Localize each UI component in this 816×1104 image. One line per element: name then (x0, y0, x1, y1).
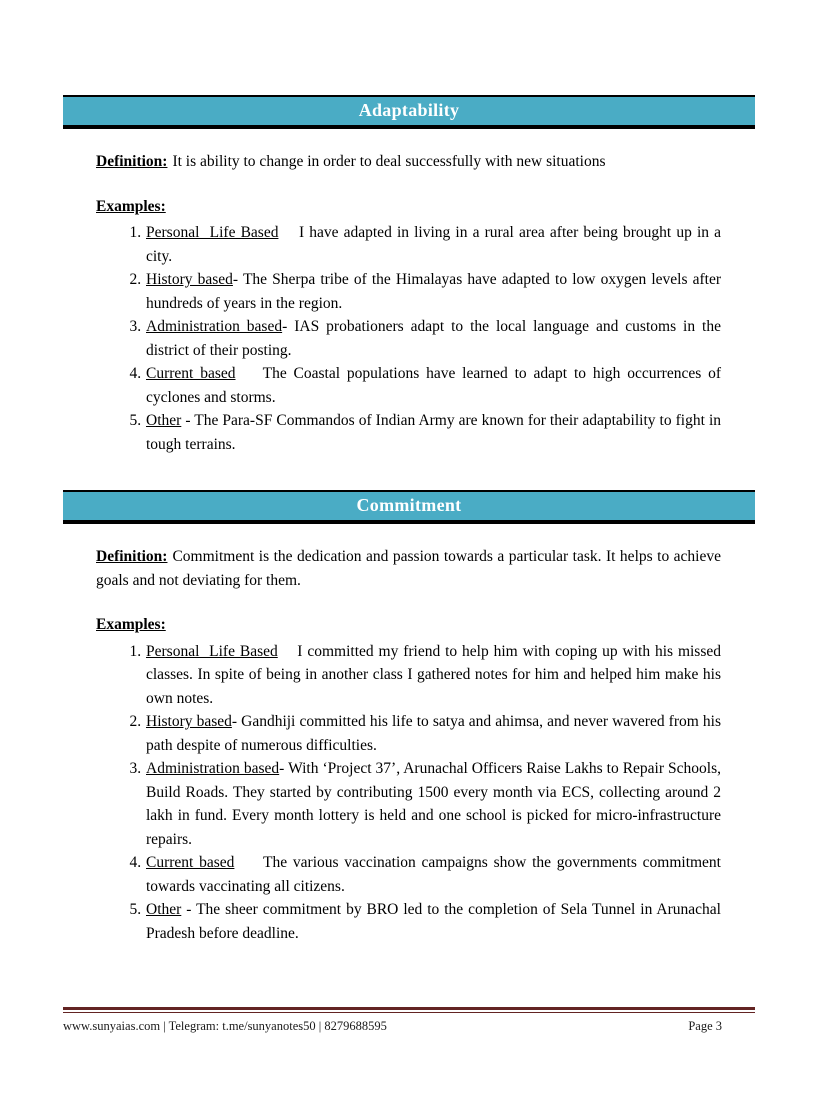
examples-heading: Examples: (96, 197, 166, 215)
example-item-3 (145, 757, 721, 851)
example-item-4 (145, 362, 721, 409)
example-item-3 (145, 315, 721, 362)
example-label: History based (146, 271, 233, 288)
example-item-2 (145, 268, 721, 315)
section-body-adaptability (96, 150, 721, 456)
definition-text: It is ability to change in order to deal successfully with new situations (172, 153, 606, 170)
definition-text: Commitment is the dedication and passion towards a particular task. It helps to achieve goals and not deviating for them. (96, 548, 721, 589)
example-label: Other (146, 901, 182, 918)
example-item-2 (145, 710, 721, 757)
example-label: History based (146, 713, 232, 730)
example-separator: - (232, 271, 243, 288)
examples-heading: Examples: (96, 616, 166, 633)
example-separator (278, 643, 298, 660)
footer-text-row (63, 1019, 755, 1034)
example-label: Current based (146, 854, 235, 871)
example-text: The various vaccination campaigns show the governments commitment towards vaccinating all citizens. (146, 854, 721, 895)
example-separator: - (282, 318, 295, 335)
example-item-1 (145, 640, 721, 711)
definition-label: Definition: (96, 548, 168, 565)
example-item-4 (145, 851, 721, 898)
footer-page-number: Page 3 (688, 1019, 722, 1033)
section-header-commitment (63, 490, 755, 524)
example-list (96, 640, 721, 946)
example-separator: - (279, 760, 289, 777)
definition-paragraph (96, 545, 721, 592)
page-footer (63, 1007, 755, 1034)
example-label: Personal Life Based (146, 642, 278, 660)
example-separator: - (181, 901, 197, 918)
example-text: With ‘Project 37’, Arunachal Officers Raise Lakhs to Repair Schools, Build Roads. They started by contributing 1500 every month via ECS, collecting around 2 lakh in fund. Every month lottery is held and one school is picked for micro-infrastructure repairs. (146, 760, 721, 848)
example-label: Personal Life Based (146, 224, 279, 241)
section-header-adaptability (63, 95, 755, 129)
example-item-1 (145, 221, 721, 268)
example-item-5 (145, 898, 721, 945)
example-label: Administration based (146, 318, 283, 335)
example-separator (278, 224, 299, 241)
definition-label: Definition: (96, 153, 168, 170)
example-separator (236, 365, 263, 382)
example-separator (234, 854, 263, 871)
section-title: Commitment (356, 495, 462, 515)
example-separator: - (181, 412, 195, 429)
section-body-commitment (96, 545, 721, 945)
footer-rule (63, 1007, 755, 1013)
example-text: I have adapted in living in a rural area after being brought up in a city. (146, 224, 721, 265)
example-text: The sheer commitment by BRO led to the completion of Sela Tunnel in Arunachal Pradesh before deadline. (146, 901, 721, 942)
example-list (96, 221, 721, 456)
example-label: Current based (146, 365, 236, 382)
example-label: Other (146, 412, 182, 429)
example-text: The Para-SF Commandos of Indian Army are known for their adaptability to fight in tough terrains. (146, 412, 721, 453)
footer-contact-text: www.sunyaias.com | Telegram: t.me/sunyanotes50 | 8279688595 (63, 1019, 387, 1033)
section-title: Adaptability (358, 100, 460, 120)
example-separator: - (231, 713, 242, 730)
example-text: Gandhiji committed his life to satya and ahimsa, and never wavered from his path despite of numerous difficulties. (146, 713, 721, 754)
example-text: IAS probationers adapt to the local language and customs in the district of their posting. (146, 318, 721, 359)
section-divider-space (0, 456, 816, 490)
example-text: The Coastal populations have learned to adapt to high occurrences of cyclones and storms. (146, 365, 722, 406)
example-text: I committed my friend to help him with coping up with his missed classes. In spite of being in another class I gathered notes for him and helped him make his own notes. (146, 642, 722, 707)
example-label: Administration based (146, 760, 280, 777)
example-item-5 (145, 409, 721, 456)
example-text: The Sherpa tribe of the Himalayas have adapted to low oxygen levels after hundreds of years in the region. (146, 271, 722, 312)
definition-paragraph (96, 150, 721, 174)
